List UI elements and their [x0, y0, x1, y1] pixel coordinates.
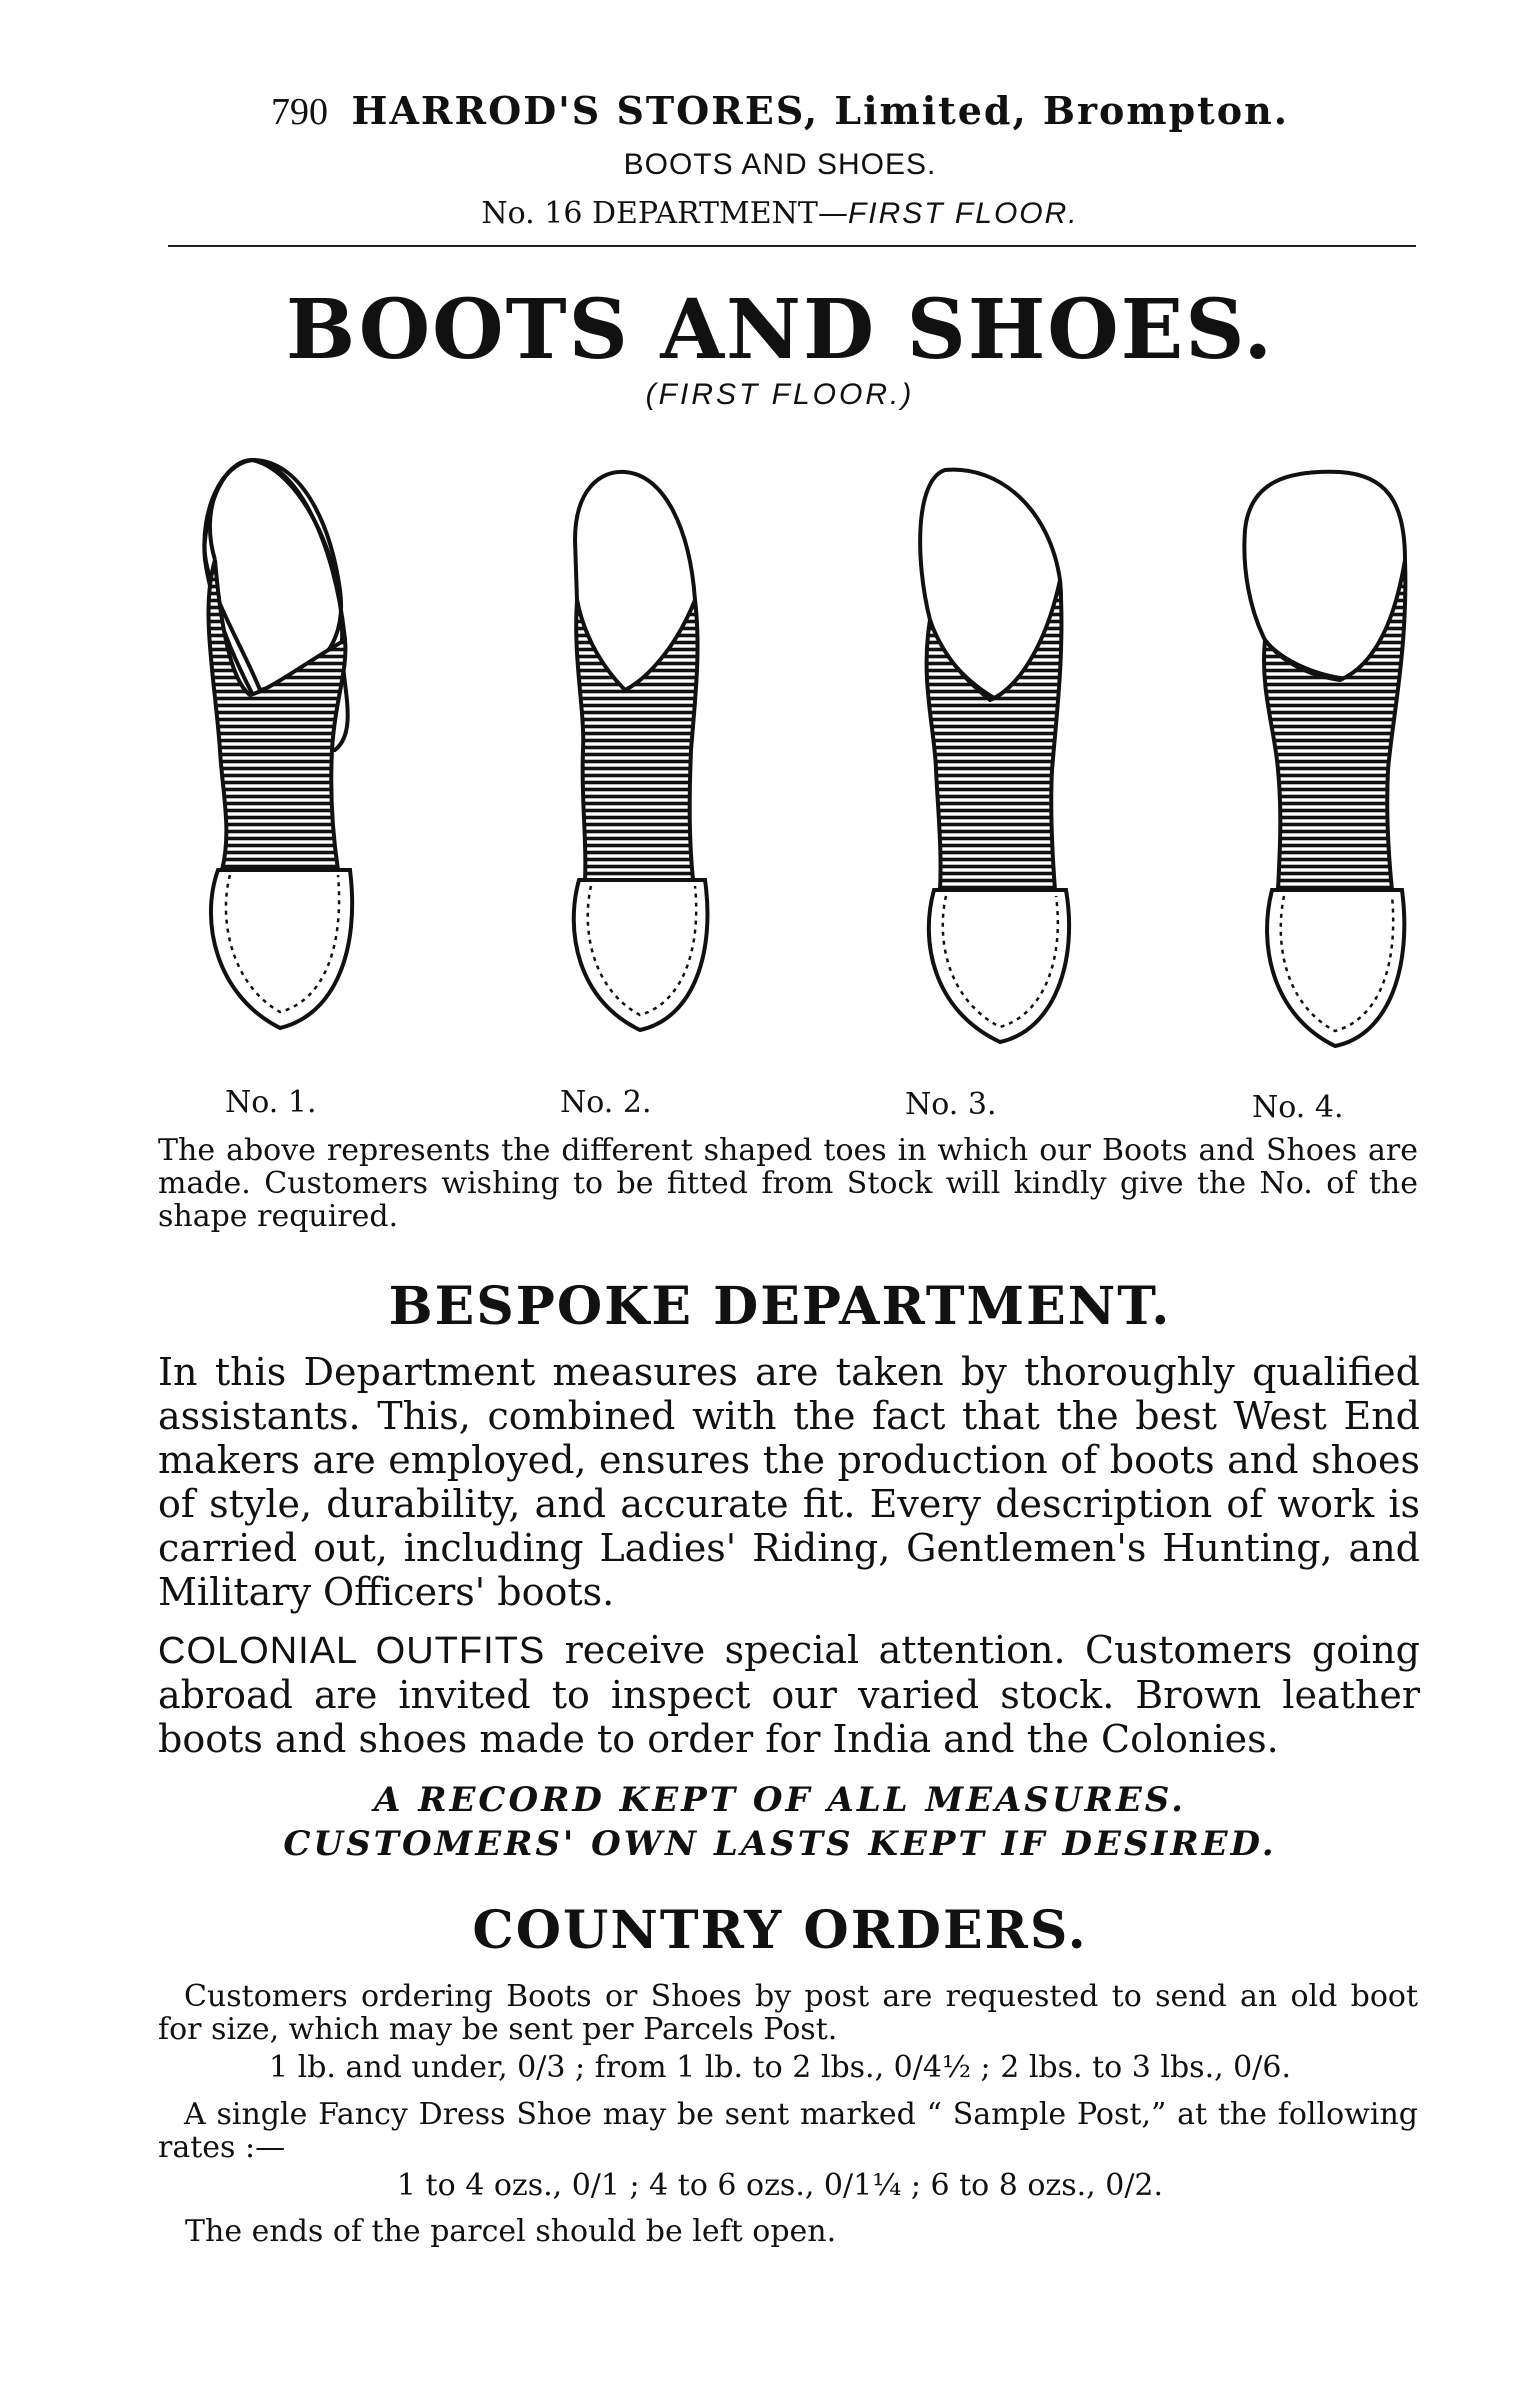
- header-rule: [168, 245, 1416, 247]
- toe-shapes-illustration: [160, 450, 1420, 1100]
- page-subtitle: (FIRST FLOOR.): [645, 378, 915, 411]
- country-heading: COUNTRY ORDERS.: [472, 1900, 1088, 1961]
- section-subhead: BOOTS AND SHOES.: [623, 148, 937, 181]
- shoe-sole-3: [920, 470, 1069, 1042]
- parcel-rates: 1 lb. and under, 0/3 ; from 1 lb. to 2 lbs., 0/4½ ; 2 lbs. to 3 lbs., 0/6.: [268, 2050, 1291, 2085]
- toe-label-4: No. 4.: [1252, 1090, 1344, 1125]
- bespoke-heading: BESPOKE DEPARTMENT.: [388, 1276, 1172, 1337]
- country-paragraph-1: Customers ordering Boots or Shoes by post are requested to send an old boot for size, which may be sent per Parcels Post.: [158, 1979, 1418, 2047]
- toe-label-2: No. 2.: [560, 1085, 652, 1120]
- page-title: BOOTS AND SHOES.: [285, 282, 1275, 378]
- toe-label-1: No. 1.: [225, 1085, 317, 1120]
- closing-note: The ends of the parcel should be left open.: [185, 2214, 837, 2249]
- sample-post-rates: 1 to 4 ozs., 0/1 ; 4 to 6 ozs., 0/1¼ ; 6 to 8 ozs., 0/2.: [396, 2168, 1164, 2203]
- colonial-lead: COLONIAL OUTFITS: [158, 1630, 546, 1672]
- department-prefix: No. 16 DEPARTMENT—: [481, 196, 848, 231]
- toes-caption: The above represents the different shaped toes in which our Boots and Shoes are made. Customers wishing to be fitted from Stock will kindly give the No. of the shape required.: [158, 1133, 1418, 1234]
- page-number: 790: [271, 91, 329, 133]
- notice-measures: A RECORD KEPT OF ALL MEASURES.: [374, 1780, 1186, 1820]
- running-head: [160, 88, 1400, 134]
- notice-lasts: CUSTOMERS' OWN LASTS KEPT IF DESIRED.: [283, 1824, 1277, 1864]
- colonial-paragraph: [158, 1628, 1420, 1761]
- shoe-sole-2: [574, 472, 708, 1030]
- shoe-sole-4: [1244, 472, 1405, 1046]
- colonial-rest: receive special attention. Customers going abroad are invited to inspect our varied stock. Brown leather boots and shoes made to order for India and the Colonies.: [158, 1628, 1421, 1761]
- bespoke-paragraph: In this Department measures are taken by thoroughly qualified assistants. This, combined with the fact that the best West End makers are employed, ensures the production of boots and shoes of style, durability, and accurate fit. Every description of work is carried out, including Ladies' Riding, Gentlemen's Hunting, and Military Officers' boots.: [158, 1350, 1420, 1614]
- department-line: [160, 196, 1400, 231]
- shoe-sole-1: [204, 460, 352, 1028]
- country-paragraph-2: A single Fancy Dress Shoe may be sent marked “ Sample Post,” at the following rates :—: [158, 2097, 1418, 2165]
- toe-label-3: No. 3.: [905, 1087, 997, 1122]
- department-floor: FIRST FLOOR.: [847, 197, 1079, 230]
- store-name: HARROD'S STORES, Limited, Brompton.: [351, 88, 1289, 133]
